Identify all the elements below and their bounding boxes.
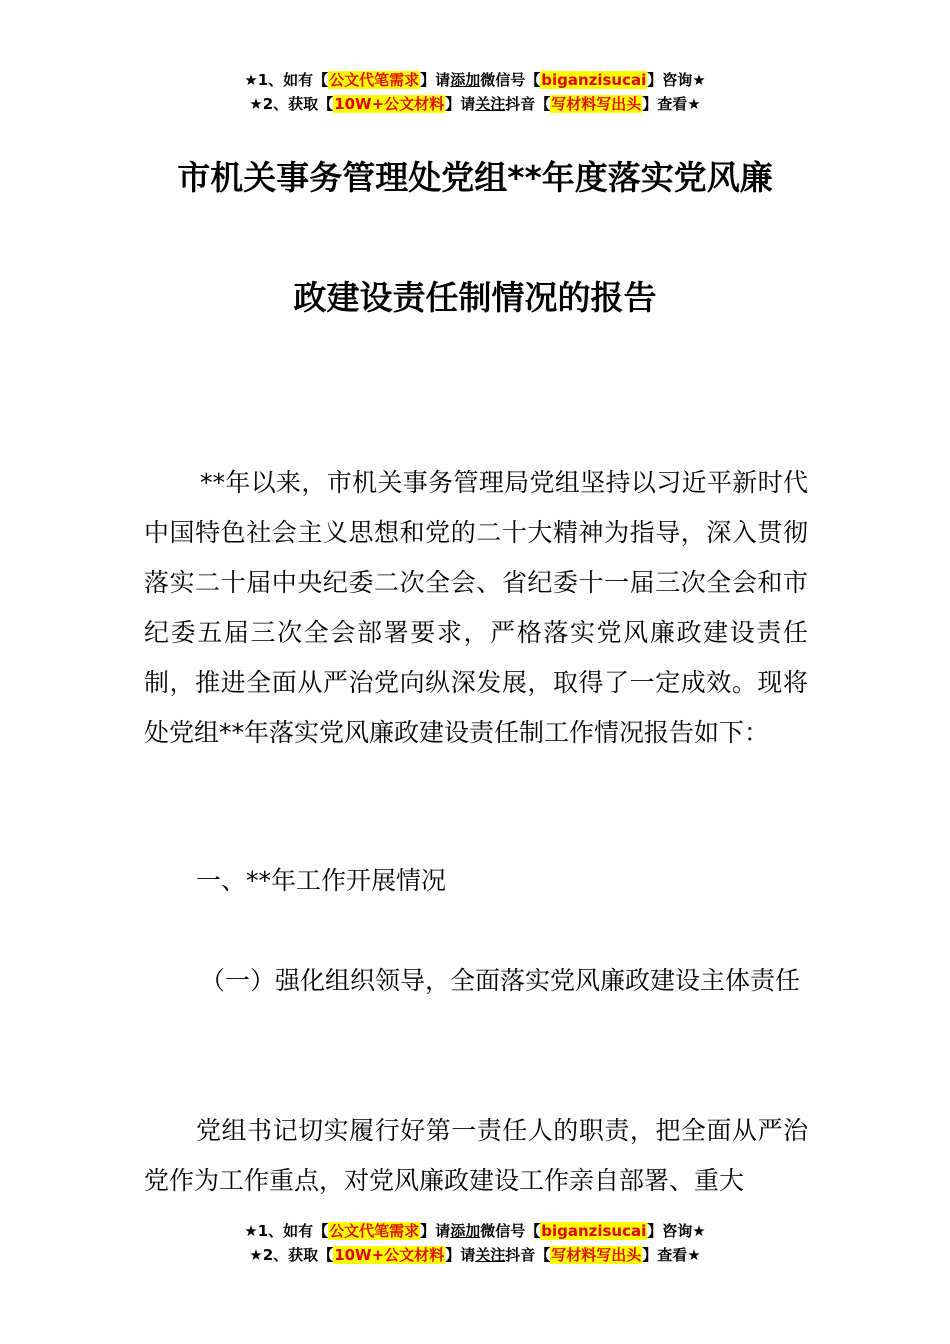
intro-paragraph: **年以来，市机关事务管理局党组坚持以习近平新时代中国特色社会主义思想和党的二十大精神为指导，深入贯彻落实二十届中央纪委二次全会、省纪委十一届三次全会和市纪委五届三次全会部署要求，严格落实党风廉政建设责任制，推进全面从严治党向纵深发展，取得了一定成效。现将处党组**年落实党风廉政建设责任制工作情况报告如下： — [144, 468, 808, 747]
footer-promo-banner — [0, 1219, 950, 1267]
promo-highlight-wechat: biganzisucai — [541, 71, 647, 89]
promo-line-2: ★2、获取【10W+公文材料】请关注抖音【写材料写出头】查看★ — [249, 95, 701, 113]
promo-line-1: ★1、如有【公文代笔需求】请添加微信号【biganzisucai】咨询★ — [244, 71, 706, 89]
body-paragraph: 党组书记切实履行好第一责任人的职责，把全面从严治党作为工作重点，对党风廉政建设工作亲自部署、重大 — [144, 1116, 808, 1195]
promo-highlight-wechat: biganzisucai — [541, 1222, 647, 1240]
header-promo-banner — [0, 68, 950, 116]
promo-line-2: ★2、获取【10W+公文材料】请关注抖音【写材料写出头】查看★ — [249, 1246, 701, 1264]
promo-highlight-service: 公文代笔需求 — [329, 1222, 420, 1240]
section-heading: 一、**年工作开展情况 — [196, 866, 447, 895]
promo-highlight-materials: 10W+公文材料 — [334, 1246, 445, 1264]
promo-line-1: ★1、如有【公文代笔需求】请添加微信号【biganzisucai】咨询★ — [244, 1222, 706, 1240]
promo-highlight-service: 公文代笔需求 — [329, 71, 420, 89]
document-title-line-2: 政建设责任制情况的报告 — [293, 278, 657, 317]
subsection-heading: （一）强化组织领导，全面落实党风廉政建设主体责任 — [200, 966, 801, 995]
promo-highlight-douyin: 写材料写出头 — [551, 95, 642, 113]
promo-highlight-materials: 10W+公文材料 — [334, 95, 445, 113]
promo-highlight-douyin: 写材料写出头 — [551, 1246, 642, 1264]
document-title-line-1: 市机关事务管理处党组**年度落实党风廉 — [177, 158, 773, 197]
